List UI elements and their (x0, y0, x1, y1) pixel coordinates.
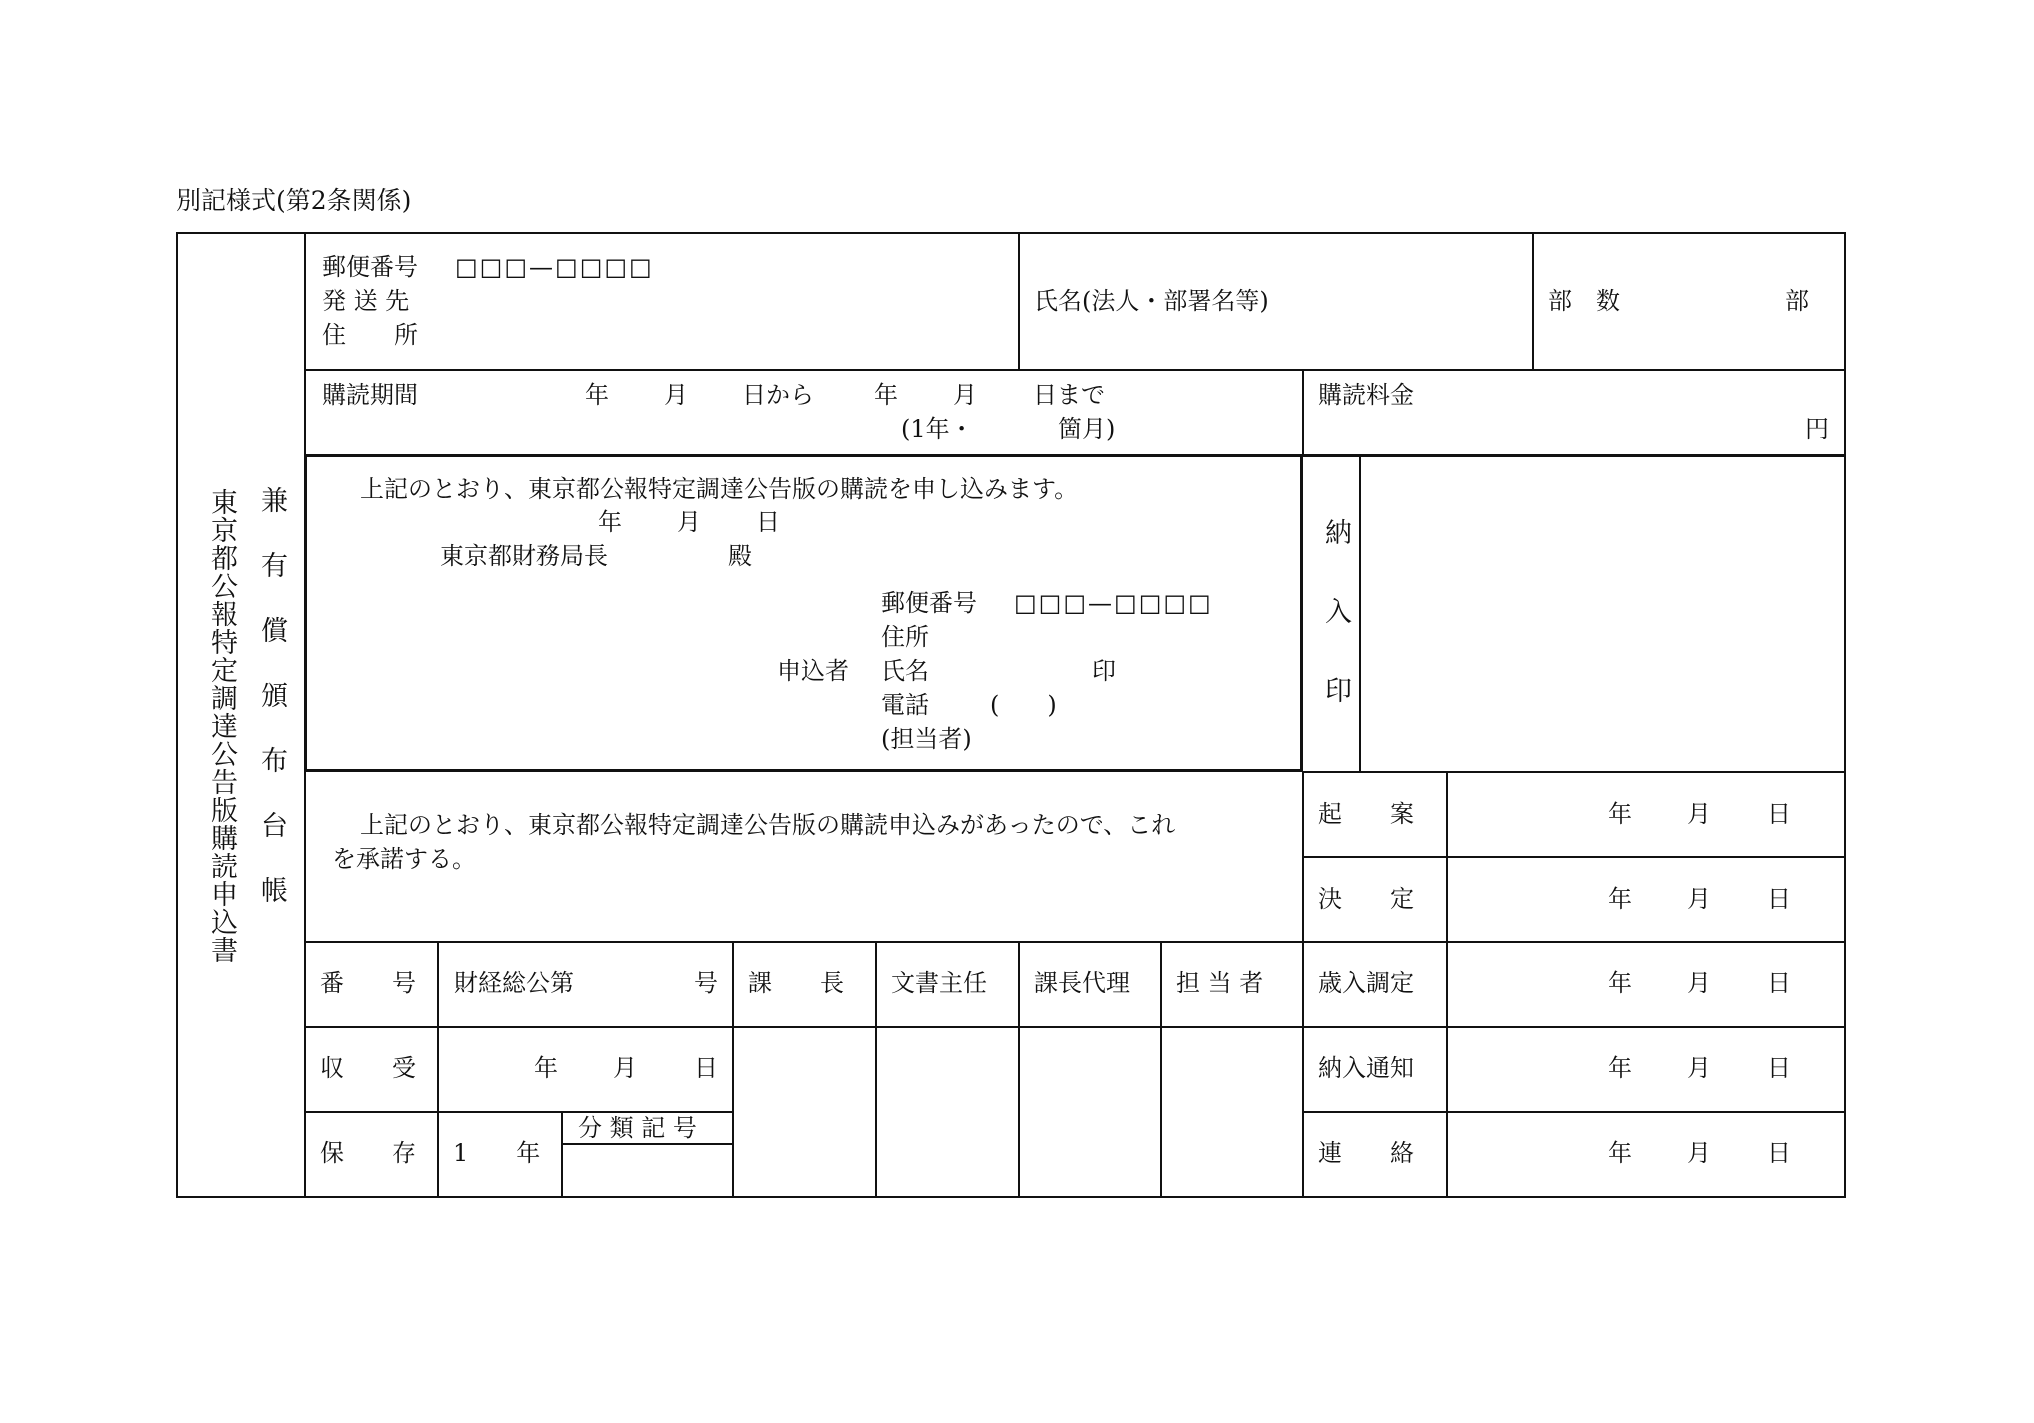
retention-label: 保 存 (320, 1139, 416, 1167)
form-header-note: 別記様式(第2条関係) (176, 186, 412, 215)
name-label: 氏名(法人・部署名等) (1034, 287, 1269, 315)
period-to-month: 月 (953, 381, 977, 409)
payment-seal-label: 納入印 (1320, 518, 1351, 755)
date-day: 日 (1767, 1139, 1791, 1167)
period-to-day: 日まで (1033, 381, 1105, 409)
fee-bottom-thick (1302, 454, 1846, 457)
approval-bottom (304, 941, 1846, 943)
copies-unit: 部 (1785, 287, 1809, 315)
row1-bottom (304, 369, 1846, 371)
application-date-month: 月 (677, 508, 701, 536)
date-month: 月 (1687, 969, 1711, 997)
seal-bottom (1302, 771, 1846, 773)
bottom-col-3 (875, 941, 877, 1198)
applicant-name-label: 氏名 (881, 657, 929, 685)
period-label: 購読期間 (322, 381, 418, 409)
document-chief-label: 文書主任 (891, 969, 987, 997)
divider-name-copies (1532, 232, 1534, 370)
bottom-col-2 (732, 941, 734, 1198)
dates-left-border (1302, 772, 1304, 1198)
date-day: 日 (1767, 969, 1791, 997)
outer-border-bottom (176, 1196, 1846, 1198)
period-from-month: 月 (664, 381, 688, 409)
applicant-label: 申込者 (777, 657, 849, 685)
application-date-year: 年 (598, 508, 622, 536)
date-day: 日 (1767, 885, 1791, 913)
postal-boxes: □□□—□□□□ (455, 253, 654, 281)
date-label-revenue: 歳入調定 (1318, 969, 1414, 997)
fee-unit: 円 (1805, 415, 1829, 443)
applicant-seal: 印 (1092, 657, 1116, 685)
classification-line (561, 1143, 732, 1145)
reference-suffix: 号 (694, 969, 718, 997)
dates-label-divider (1446, 772, 1448, 1198)
classification-label: 分 類 記 号 (578, 1114, 697, 1142)
date-month: 月 (1687, 1139, 1711, 1167)
side-title-main: 東京都公報特定調達公告版購読申込書 (206, 488, 237, 964)
retention-value: 1 年 (453, 1139, 541, 1167)
received-month: 月 (613, 1054, 637, 1082)
applicant-contact-label: (担当者) (881, 725, 972, 753)
bottom-row-line-1 (304, 1026, 1846, 1028)
date-year: 年 (1608, 885, 1632, 913)
addressee-honorific: 殿 (728, 542, 752, 570)
seal-label-divider (1359, 456, 1361, 772)
period-from-year: 年 (585, 381, 609, 409)
period-duration-close: 箇月) (1058, 415, 1116, 443)
application-date-day: 日 (756, 508, 780, 536)
outer-border-top (176, 232, 1846, 234)
reference-prefix: 財経総公第 (454, 969, 574, 997)
chief-label: 課 長 (748, 969, 844, 997)
applicant-phone-parens: ( ) (990, 691, 1057, 719)
divider-period-fee (1302, 369, 1304, 456)
date-day: 日 (1767, 800, 1791, 828)
date-label-decision: 決 定 (1318, 885, 1414, 913)
period-to-year: 年 (874, 381, 898, 409)
applicant-postal-label: 郵便番号 (881, 589, 977, 617)
date-label-draft: 起 案 (1318, 800, 1414, 828)
applicant-address-label: 住所 (881, 623, 929, 651)
dest-label: 発 送 先 (322, 287, 410, 315)
bottom-col-4 (1018, 941, 1020, 1198)
address-label: 住 所 (322, 321, 418, 349)
fee-label: 購読料金 (1318, 381, 1414, 409)
side-title-sub: 兼有償頒布台帳 (256, 486, 287, 941)
application-statement: 上記のとおり、東京都公報特定調達公告版の購読を申し込みます。 (360, 475, 1079, 503)
outer-border-right (1844, 232, 1846, 1198)
date-year: 年 (1608, 969, 1632, 997)
retention-divider (561, 1111, 563, 1198)
date-day: 日 (1767, 1054, 1791, 1082)
date-month: 月 (1687, 1054, 1711, 1082)
date-label-payment-notice: 納入通知 (1318, 1054, 1414, 1082)
period-from-day: 日から (742, 381, 814, 409)
postal-label: 郵便番号 (322, 253, 418, 281)
received-year: 年 (534, 1054, 558, 1082)
approval-line-2: を承諾する。 (332, 845, 476, 873)
date-month: 月 (1687, 800, 1711, 828)
outer-border-left (176, 232, 178, 1198)
date-month: 月 (1687, 885, 1711, 913)
divider-address-name (1018, 232, 1020, 370)
date-year: 年 (1608, 1054, 1632, 1082)
number-label: 番 号 (320, 969, 416, 997)
bottom-row-line-2-right (1302, 1111, 1846, 1113)
applicant-phone-label: 電話 (881, 691, 929, 719)
bottom-col-5 (1160, 941, 1162, 1198)
date-year: 年 (1608, 1139, 1632, 1167)
addressee: 東京都財務局長 (440, 542, 608, 570)
staff-label: 担 当 者 (1176, 969, 1264, 997)
received-day: 日 (694, 1054, 718, 1082)
copies-label: 部 数 (1548, 287, 1620, 315)
date-year: 年 (1608, 800, 1632, 828)
period-duration-open: (1年・ (901, 415, 974, 443)
dates-row-line-1 (1302, 856, 1846, 858)
applicant-postal-boxes: □□□—□□□□ (1014, 589, 1213, 617)
date-label-contact: 連 絡 (1318, 1139, 1414, 1167)
bottom-col-1 (437, 941, 439, 1198)
approval-line-1: 上記のとおり、東京都公報特定調達公告版の購読申込みがあったので、これ (360, 811, 1176, 839)
received-label: 収 受 (320, 1054, 416, 1082)
deputy-chief-label: 課長代理 (1034, 969, 1130, 997)
